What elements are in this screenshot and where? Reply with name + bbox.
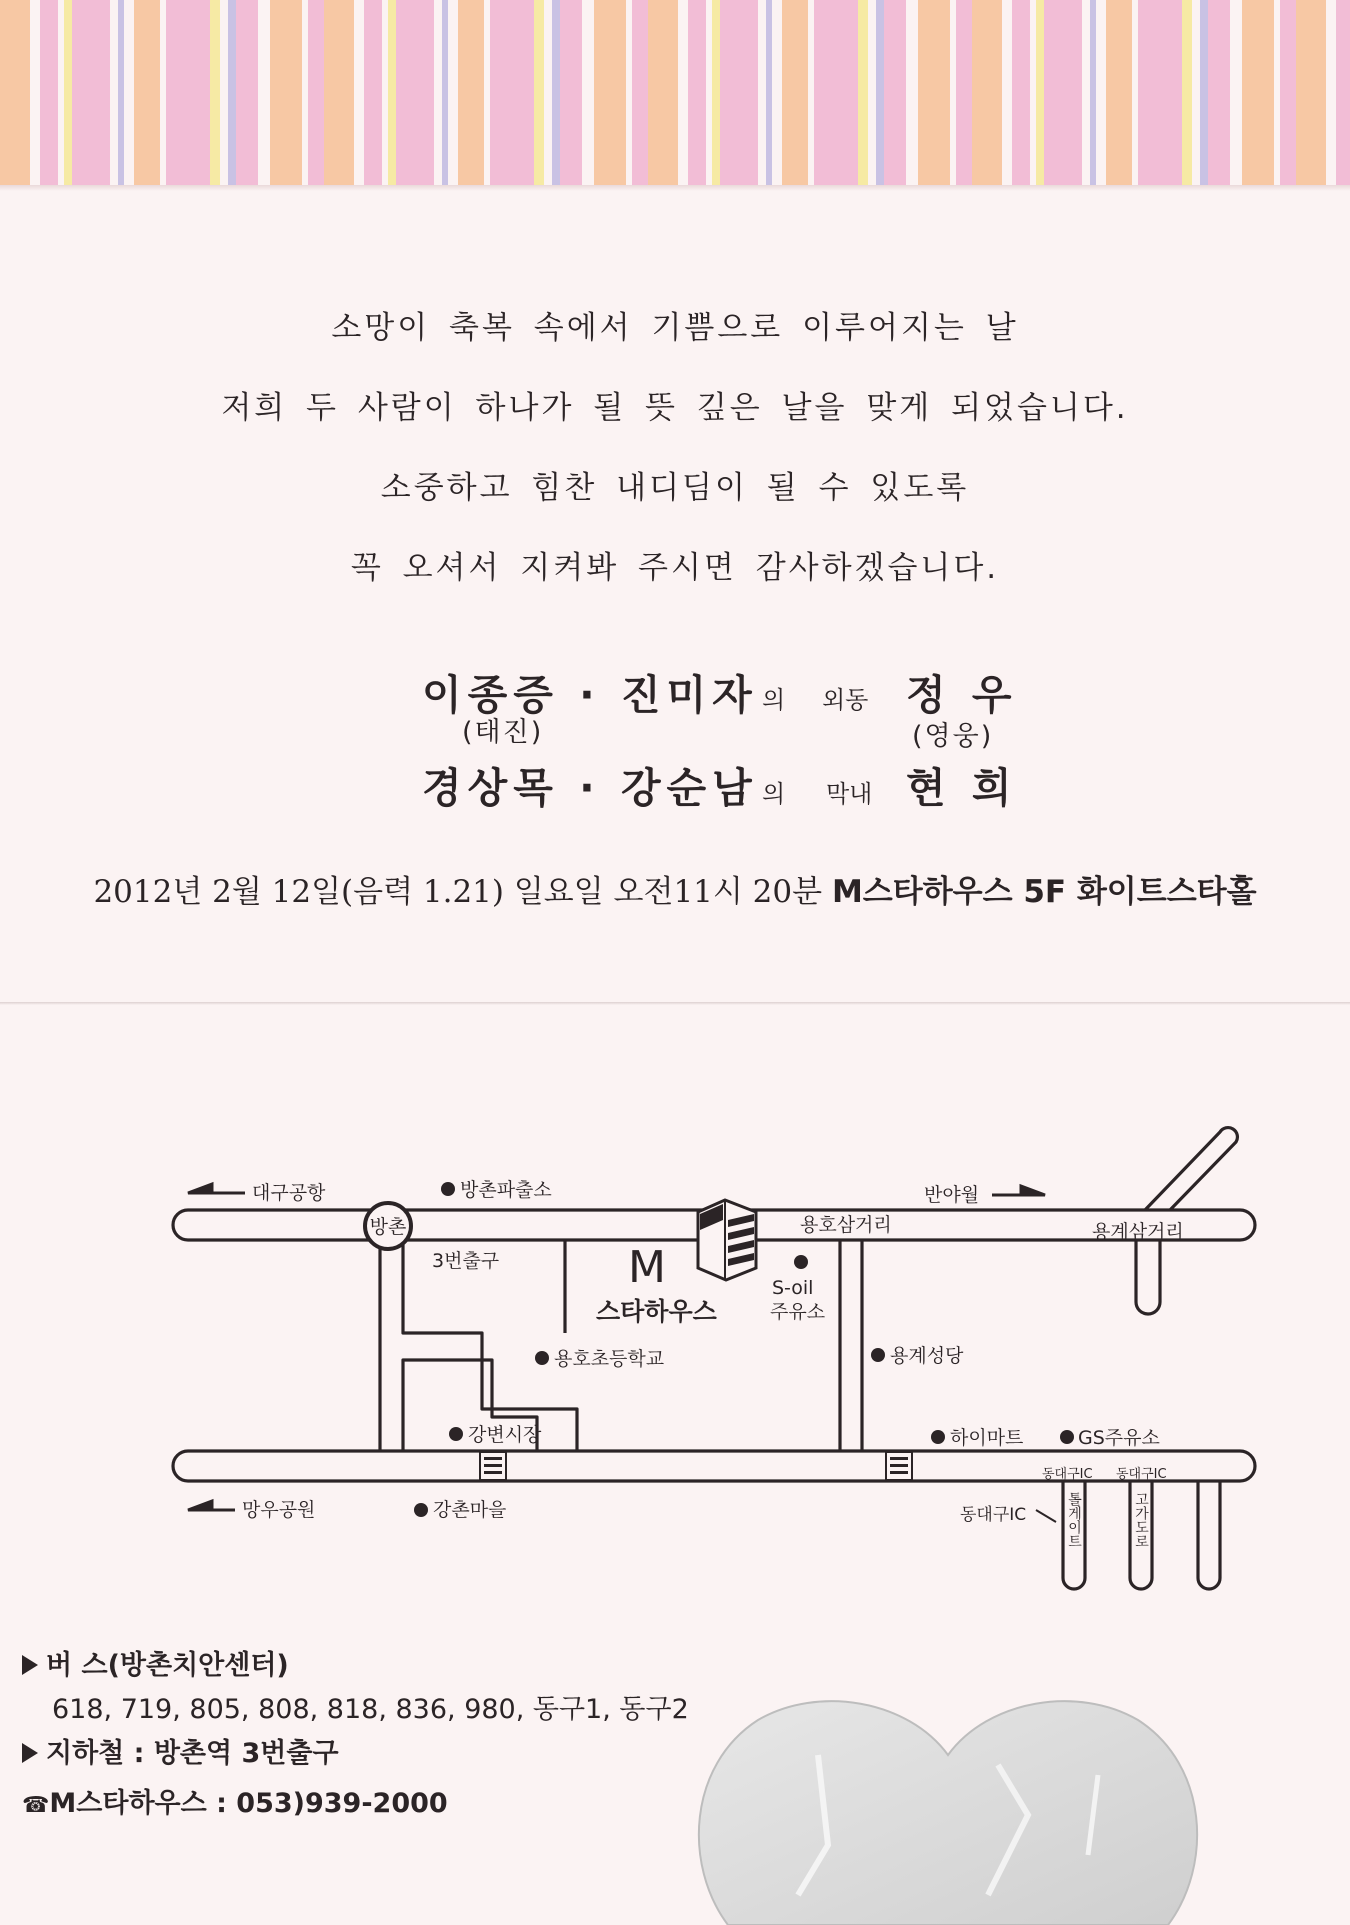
stripe (884, 0, 906, 188)
map-label-banyawol: 반야월 (924, 1184, 980, 1206)
striped-border (0, 0, 1350, 188)
stripe (1106, 0, 1132, 188)
map-label-mangwoo-park: 망우공원 (242, 1499, 316, 1521)
stripe (434, 0, 442, 188)
event-date-venue (0, 866, 1350, 911)
bullet-arrow-icon (22, 1655, 38, 1675)
stripe (490, 0, 534, 188)
map-label-bangchon-police: 방촌파출소 (460, 1179, 552, 1201)
map-label-yonggye-junction: 용계삼거리 (1092, 1221, 1184, 1243)
map-label-starhouse: 스타하우스 (596, 1297, 717, 1326)
groom-relation: 외동 (822, 686, 869, 714)
stripe (582, 0, 594, 188)
stripe (1096, 0, 1106, 188)
stripe (458, 0, 484, 188)
stripe (1336, 0, 1350, 188)
stripe (858, 0, 868, 188)
stripe (972, 0, 1002, 188)
stripe (324, 0, 354, 188)
stripe (258, 0, 270, 188)
invitation-line-2: 저희 두 사람이 하나가 될 뜻 깊은 날을 맞게 되었습니다. (221, 390, 1129, 426)
map-label-gas-station: 주유소 (770, 1301, 826, 1323)
stripe (228, 0, 236, 188)
stripe (552, 0, 560, 188)
stripe (1242, 0, 1274, 188)
stripe (448, 0, 458, 188)
stripe (594, 0, 626, 188)
map-label-dongdaegu-ic1: 동대구IC (1042, 1467, 1093, 1482)
bride-particle: 의 (762, 780, 786, 808)
map-label-yonggye-church: 용계성당 (890, 1345, 964, 1367)
stripe (868, 0, 876, 188)
stripe (72, 0, 110, 188)
stripe (110, 0, 118, 188)
stripe (1138, 0, 1182, 188)
stripe (354, 0, 364, 188)
bullet-arrow-icon (22, 1743, 38, 1763)
stripe (64, 0, 72, 188)
stripe (388, 0, 396, 188)
stripe (1230, 0, 1242, 188)
event-date: 2012년 2월 12일(음력 1.21) 일요일 오전11시 20분 (93, 874, 823, 910)
stripe (560, 0, 582, 188)
groom-particle: 의 (762, 686, 786, 714)
stripe (918, 0, 950, 188)
stripe (1296, 0, 1326, 188)
stripe (758, 0, 766, 188)
bride-parents: 경상목 · 강순남 (422, 764, 758, 812)
map-label-yongho-junction: 용호삼거리 (800, 1214, 892, 1236)
map-label-bangchon: 방촌 (369, 1216, 407, 1238)
stripe (1036, 0, 1044, 188)
heart-cutout (668, 1695, 1228, 1925)
map-label-exit3: 3번출구 (432, 1250, 500, 1272)
stripe-shadow (0, 185, 1350, 191)
event-venue: M스타하우스 5F 화이트스타홀 (831, 874, 1257, 910)
map-label-dongdaegu-ic2: 동대구IC (1116, 1467, 1167, 1482)
map-label-soil: S-oil (772, 1277, 814, 1299)
map-label-dongdaegu-ic3: 동대구IC (960, 1505, 1027, 1525)
stripe (678, 0, 688, 188)
map-label-yongho-school: 용호초등학교 (554, 1348, 665, 1370)
bus-routes: 618, 719, 805, 808, 818, 836, 980, 동구1, 동구2 (52, 1694, 689, 1725)
stripe (544, 0, 552, 188)
phone-icon: ☎ (22, 1793, 50, 1818)
groom-name-note: (영웅) (912, 721, 994, 752)
stripe (124, 0, 134, 188)
stripe (814, 0, 858, 188)
bus-title: 버 스(방촌치안센터) (22, 1643, 289, 1682)
stripe (210, 0, 220, 188)
stripe (0, 0, 30, 188)
map-label-hi-mart: 하이마트 (950, 1427, 1024, 1449)
stripe (1182, 0, 1192, 188)
stripe (1280, 0, 1296, 188)
invitation-line-3: 소중하고 힘찬 내디딤이 될 수 있도록 (380, 470, 970, 506)
stripe (632, 0, 648, 188)
stripe (956, 0, 972, 188)
stripe (40, 0, 58, 188)
groom-name: 정 우 (906, 671, 1018, 719)
stripe (1044, 0, 1082, 188)
stripe (1326, 0, 1336, 188)
subway-info: 지하철 : 방촌역 3번출구 (22, 1731, 339, 1770)
stripe (220, 0, 228, 188)
stripe (1012, 0, 1030, 188)
groom-parents-note: (태진) (462, 717, 544, 748)
stripe (308, 0, 324, 188)
stripe (1192, 0, 1200, 188)
stripe (782, 0, 808, 188)
map-label-m-logo: M (628, 1242, 666, 1293)
stripe (1002, 0, 1012, 188)
map-label-daegu-airport: 대구공항 (252, 1182, 326, 1204)
stripe (236, 0, 258, 188)
stripe (688, 0, 706, 188)
stripe (1082, 0, 1090, 188)
map-label-gangchon-village: 강촌마을 (433, 1499, 507, 1521)
stripe (720, 0, 758, 188)
stripe (534, 0, 544, 188)
stripe (134, 0, 160, 188)
stripe (270, 0, 302, 188)
stripe (648, 0, 678, 188)
stripe (712, 0, 720, 188)
starhouse-building-icon (698, 1200, 756, 1280)
map-label-gs-station: GS주유소 (1078, 1427, 1160, 1449)
stripe (166, 0, 210, 188)
invitation-line-1: 소망이 축복 속에서 기쁨으로 이루어지는 날 (331, 310, 1019, 346)
invitation-line-4: 꼭 오셔서 지켜봐 주시면 감사하겠습니다. (350, 550, 1000, 586)
stripe (396, 0, 434, 188)
stripe (1208, 0, 1230, 188)
bride-name: 현 희 (906, 764, 1018, 812)
map-label-gangbyeon-market: 강변시장 (468, 1424, 542, 1446)
stripe (772, 0, 782, 188)
location-map (160, 1120, 1270, 1600)
stripe (876, 0, 884, 188)
groom-parents: 이종증 · 진미자 (422, 671, 758, 719)
bride-relation: 막내 (826, 780, 873, 808)
stripe (906, 0, 918, 188)
phone-number: M스타하우스 : 053)939-2000 (49, 1788, 448, 1819)
map-label-elevated-road: 고가도로 (1133, 1492, 1149, 1548)
map-label-tollgate: 톨게이트 (1066, 1492, 1082, 1548)
stripe (30, 0, 40, 188)
fold-line (0, 1002, 1350, 1005)
phone-info (22, 1781, 448, 1820)
stripe (364, 0, 382, 188)
stripe (1200, 0, 1208, 188)
